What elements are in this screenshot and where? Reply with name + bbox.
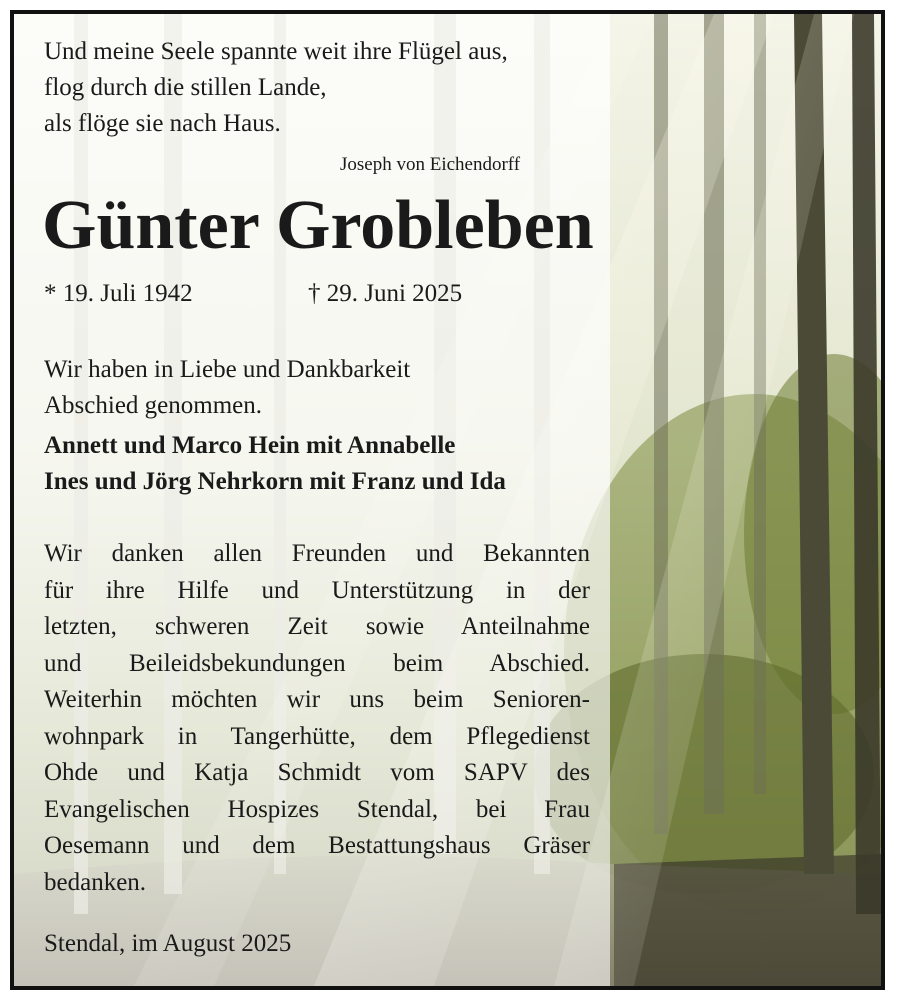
family-members	[44, 428, 506, 500]
family-line: Annett und Marco Hein mit Annabelle	[44, 432, 456, 459]
place-date: Stendal, im August 2025	[44, 930, 292, 957]
thanks-line: und Beileidsbekundungen beim Abschied.	[44, 649, 590, 677]
thanks-line: letzten, schweren Zeit sowie Anteilnahme	[44, 613, 590, 640]
family-line: Ines und Jörg Nehrkorn mit Franz und Ida	[44, 468, 506, 495]
poem-line: flog durch die stillen Lande,	[44, 74, 327, 101]
farewell-line: Abschied genommen.	[44, 392, 263, 419]
thanks-line: Ohde und Katja Schmidt vom SAPV des	[44, 759, 590, 786]
obituary-notice	[10, 10, 885, 990]
farewell-text	[44, 352, 410, 424]
thanks-line: bedanken.	[44, 868, 147, 896]
thanks-line: wohnpark in Tangerhütte, dem Pflegedienst	[44, 722, 590, 750]
thanks-paragraph	[44, 536, 590, 901]
poem	[44, 34, 508, 142]
thanks-line: Oesemann und dem Bestattungshaus Gräser	[44, 832, 590, 859]
death-date: † 29. Juni 2025	[308, 280, 463, 307]
deceased-name: Günter Grobleben	[42, 187, 594, 264]
poem-line: als flöge sie nach Haus.	[44, 110, 281, 137]
birth-date: * 19. Juli 1942	[44, 280, 193, 307]
poem-line: Und meine Seele spannte weit ihre Flügel aus,	[44, 38, 508, 65]
thanks-line: Weiterhin möchten wir uns beim Senioren-	[44, 686, 590, 713]
poem-author: Joseph von Eichendorff	[340, 154, 521, 175]
thanks-line: Wir danken allen Freunden und Bekannten	[44, 540, 590, 567]
thanks-line: Evangelischen Hospizes Stendal, bei Frau	[44, 795, 590, 823]
thanks-line: für ihre Hilfe und Unterstützung in der	[44, 576, 590, 604]
notice-content	[14, 14, 881, 986]
farewell-line: Wir haben in Liebe und Dankbarkeit	[44, 356, 411, 383]
